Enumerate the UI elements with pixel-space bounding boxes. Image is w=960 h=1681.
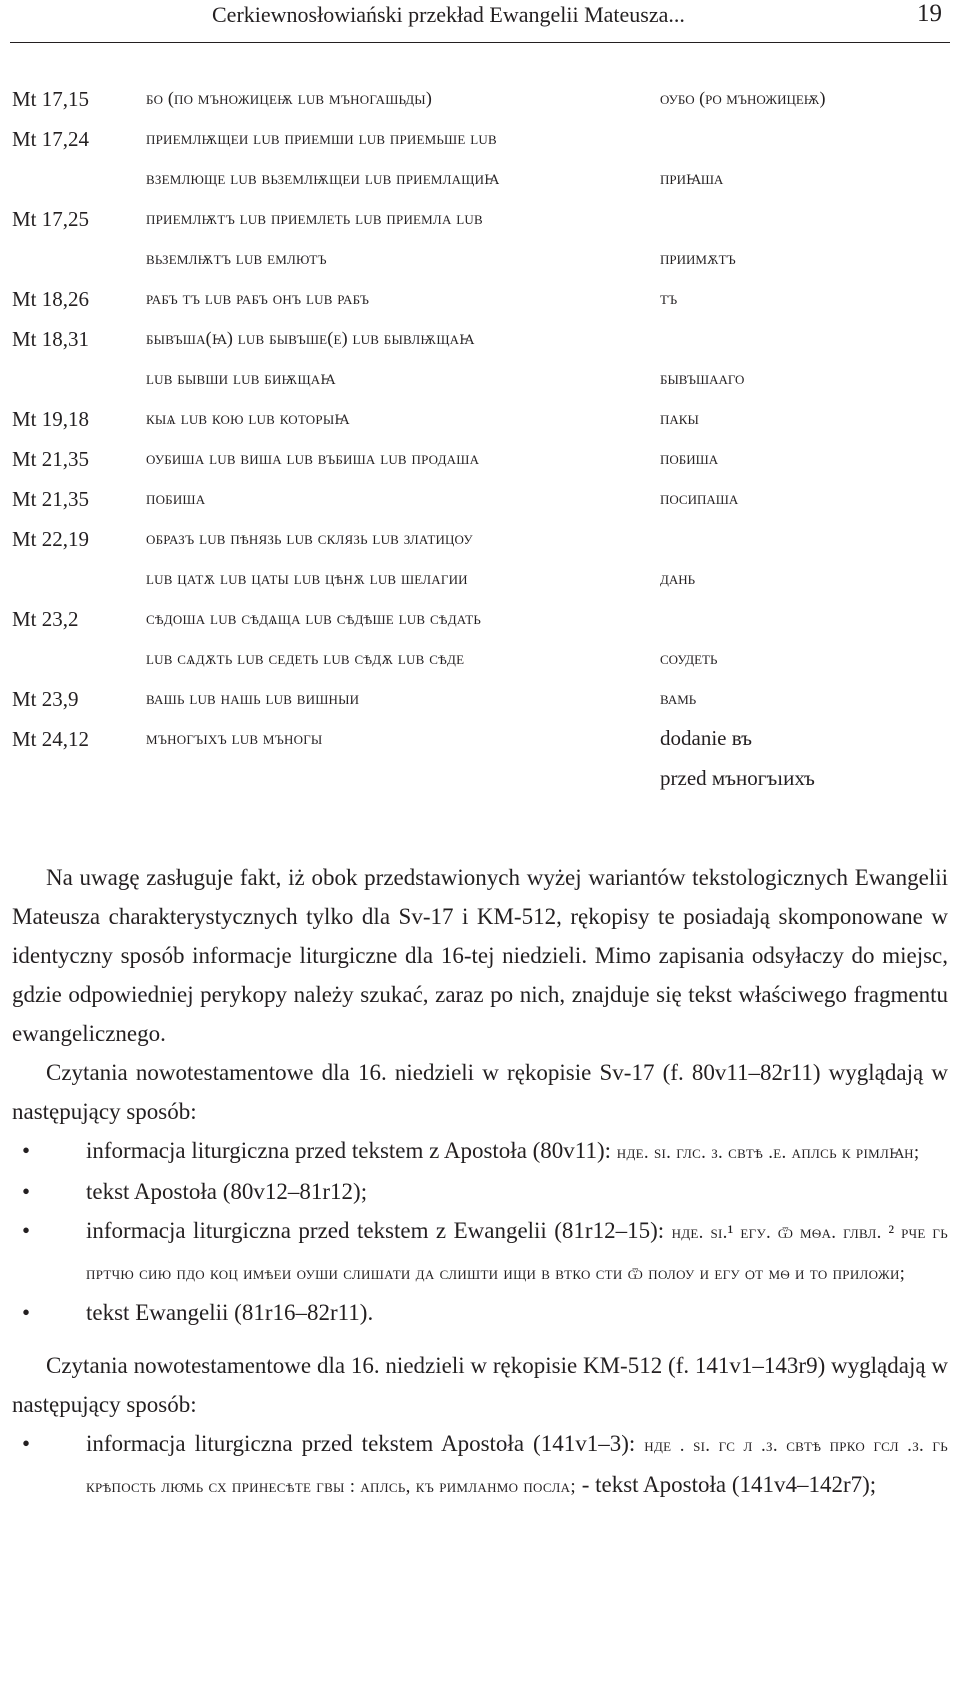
verse-reference: Mt 17,24 — [12, 127, 90, 151]
list-item-text: informacja liturgiczna przed tekstem z Ewangelii (81r12–15): — [86, 1218, 672, 1243]
standard-reading: przed мъногъıихъ — [660, 766, 815, 790]
variant-row — [0, 322, 960, 362]
church-slavonic-quote: нде . ѕı. гс л .з. свтѣ прко гсл .з. гь крѣпость лю̑мь сх принесѣте гвы : аплсь, къ римланмо посла; — [86, 1435, 948, 1497]
variant-reading: приемлѭщеи lub приемши lub приемьше lub — [146, 128, 497, 148]
verse-reference: Mt 18,26 — [12, 287, 90, 311]
list-item — [12, 1131, 948, 1172]
standard-reading: соудеть — [660, 648, 718, 668]
variant-row — [0, 442, 960, 482]
standard-reading: приимѫтъ — [660, 248, 736, 268]
reading-list-sv17 — [12, 1131, 948, 1332]
list-item — [12, 1172, 948, 1211]
paragraph: Czytania nowotestamentowe dla 16. niedzieli w rękopisie Sv-17 (f. 80v11–82r11) wyglądają w następujący sposób: — [12, 1060, 948, 1124]
verse-reference: Mt 17,25 — [12, 207, 90, 231]
church-slavonic-quote: нде. ѕı. глс. з. свтѣ .е. аплсь к рімлꙗн; — [616, 1142, 920, 1163]
verse-reference: Mt 22,19 — [12, 527, 90, 551]
body-text — [12, 858, 948, 1506]
standard-reading: бывъшааго — [660, 368, 745, 388]
variant-row — [0, 362, 960, 402]
list-item — [12, 1293, 948, 1332]
variant-reading: сѣдоша lub сѣдѧща lub сѣдѣше lub сѣдать — [146, 608, 482, 628]
variant-reading: образъ lub пѣнязь lub склязь lub златицоу — [146, 528, 473, 548]
variant-row — [0, 282, 960, 322]
variant-reading: вьземлѭтъ lub емлютъ — [146, 248, 327, 268]
verse-reference: Mt 23,9 — [12, 687, 79, 711]
variant-row — [0, 242, 960, 282]
variant-row — [0, 522, 960, 562]
paragraph: Czytania nowotestamentowe dla 16. niedzieli w rękopisie KM-512 (f. 141v1–143r9) wyglądają w następujący sposób: — [12, 1353, 948, 1417]
variant-reading: оубиша lub виша lub въбиша lub продаша — [146, 448, 480, 468]
standard-reading: пакы — [660, 408, 699, 428]
variant-row — [0, 162, 960, 202]
verse-reference: Mt 18,31 — [12, 327, 90, 351]
variant-reading: lub сѧдѫть lub седеть lub сѣдѫ lub сѣде — [146, 648, 465, 668]
list-item-text: tekst Ewangelii (81r16–82r11). — [86, 1300, 374, 1325]
variant-reading: побиша — [146, 488, 206, 508]
paragraph: Na uwagę zasługuje fakt, iż obok przedstawionych wyżej wariantów tekstologicznych Ewangelii Mateusza charakterystycznych tylko dla Sv-17 i KM-512, rękopisy te posiadają skomponowane w identyczny sposób informacje liturgiczne dla 16-tej niedzieli. Mimo zapisania odsyłaczy do miejsc, gdzie odpowiedniej perykopy należy szukać, zaraz po nich, znajduje się tekst właściwego fragmentu ewangelicznego. — [12, 865, 948, 1046]
verse-reference: Mt 17,15 — [12, 87, 90, 111]
header-rule — [10, 42, 950, 43]
variant-reading: мъногъıхъ lub мъногы — [146, 728, 323, 748]
reading-list-km512 — [12, 1424, 948, 1506]
verse-reference: Mt 21,35 — [12, 487, 90, 511]
variant-reading: бо (по мъножицеѭ lub мъногашьды) — [146, 88, 433, 108]
list-item-text: tekst Apostoła (80v12–81r12); — [86, 1179, 368, 1204]
variant-row — [0, 482, 960, 522]
variant-row — [0, 682, 960, 722]
variant-row — [0, 762, 960, 802]
variant-row — [0, 642, 960, 682]
standard-reading: побиша — [660, 448, 719, 468]
verse-reference: Mt 23,2 — [12, 607, 79, 631]
standard-reading: дань — [660, 568, 696, 588]
verse-reference: Mt 24,12 — [12, 727, 90, 751]
standard-reading: вамь — [660, 688, 697, 708]
variant-reading: бывъша(ꙗ) lub бывъше(е) lub бывлѭщаꙗ — [146, 328, 475, 348]
standard-reading: приꙗша — [660, 168, 724, 188]
standard-reading: тъ — [660, 288, 678, 308]
page-number: 19 — [917, 0, 942, 27]
variant-reading: рабъ тъ lub рабъ онъ lub рабъ — [146, 288, 370, 308]
church-slavonic-quote: нде. ѕı.¹ егу. ѿ мѳа. глвл. ² рче гь пртчю сию пдо коц имѣеи оуши слишати да слишти ищи в втко сти ѿ полоу и егу ѻт мѳ и то приложи; — [86, 1222, 948, 1284]
variants-table — [0, 82, 960, 802]
verse-reference: Mt 21,35 — [12, 447, 90, 471]
variant-row — [0, 602, 960, 642]
running-title: Cerkiewnosłowiański przekład Ewangelii Mateusza... — [212, 2, 685, 27]
variant-reading: приемлѭтъ lub приемлеть lub приемла lub — [146, 208, 483, 228]
list-item-text: informacja liturgiczna przed tekstem Apostoła (141v1–3): — [86, 1431, 645, 1456]
variant-reading: кыѧ lub кою lub которыꙗ — [146, 408, 350, 428]
variant-row — [0, 82, 960, 122]
variant-reading: lub цатѫ lub цаты lub цѣнѫ lub шелагии — [146, 568, 468, 588]
standard-reading: dodanie въ — [660, 726, 752, 750]
standard-reading: оубо (po мъножицеѭ) — [660, 88, 826, 108]
variant-row — [0, 122, 960, 162]
variant-reading: вземлюще lub вьземлѭщеи lub приемлащиꙗ — [146, 168, 500, 188]
variant-row — [0, 722, 960, 762]
list-item — [12, 1211, 948, 1293]
running-header — [0, 0, 960, 40]
variant-reading: вашь lub нашь lub вишныи — [146, 688, 360, 708]
variant-row — [0, 202, 960, 242]
variant-reading: lub бывши lub биѭщаꙗ — [146, 368, 336, 388]
standard-reading: посипаша — [660, 488, 739, 508]
verse-reference: Mt 19,18 — [12, 407, 90, 431]
variant-row — [0, 562, 960, 602]
variant-row — [0, 402, 960, 442]
list-item-text: informacja liturgiczna przed tekstem z Apostoła (80v11): — [86, 1138, 617, 1163]
list-item — [12, 1424, 948, 1506]
list-item-tail: - tekst Apostoła (141v4–142r7); — [575, 1472, 877, 1497]
